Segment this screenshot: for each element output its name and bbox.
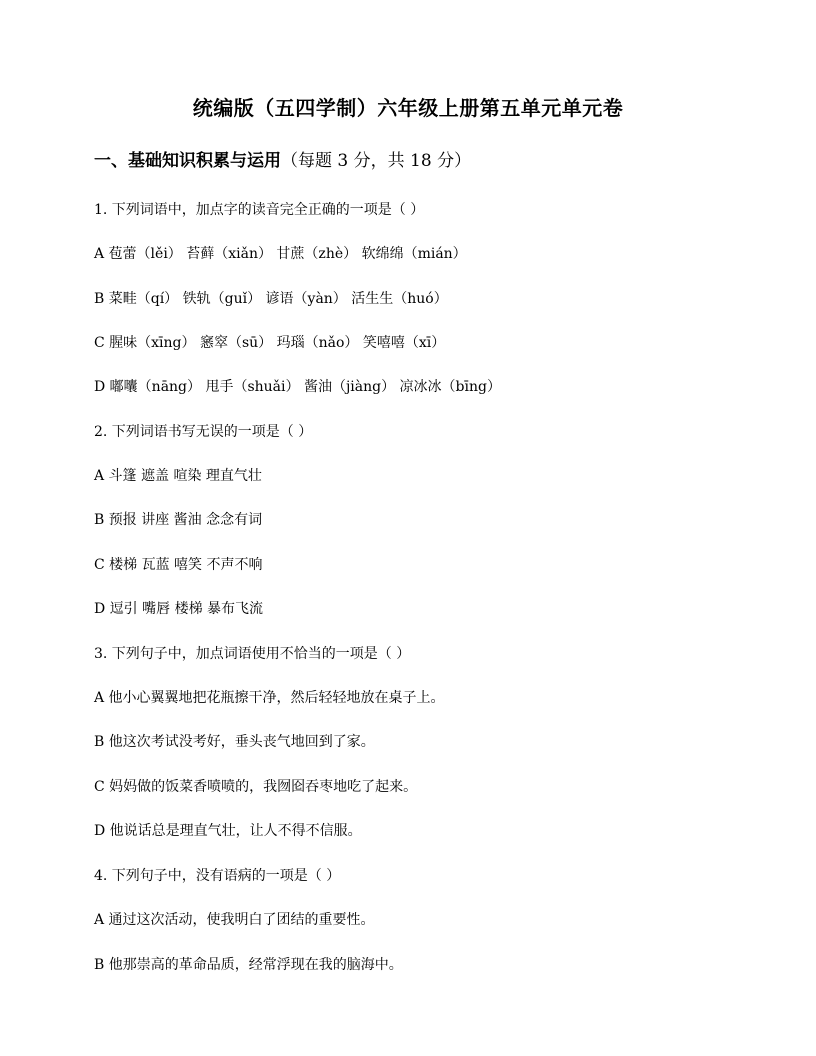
section-heading	[94, 148, 471, 174]
question-2-stem: 2. 下列词语书写无误的一项是（ ）	[94, 424, 313, 440]
question-3-stem: 3. 下列句子中，加点词语使用不恰当的一项是（ ）	[94, 646, 411, 662]
question-2-option-c: C 楼梯 瓦蓝 嘻笑 不声不响	[94, 557, 263, 573]
question-1-option-c: C 腥味（xīng） 窸窣（sū） 玛瑙（nǎo） 笑嘻嘻（xī）	[94, 335, 446, 351]
question-1-option-b: B 菜畦（qí） 铁轨（guǐ） 谚语（yàn） 活生生（huó）	[94, 291, 448, 307]
question-1-option-a: A 苞蕾（lěi） 苔藓（xiǎn） 甘蔗（zhè） 软绵绵（mián）	[94, 246, 467, 262]
question-1-stem: 1. 下列词语中，加点字的读音完全正确的一项是（ ）	[94, 202, 425, 218]
section-heading-text: 一、基础知识积累与运用	[94, 151, 281, 171]
question-1-option-d: D 嘟囔（nāng） 甩手（shuǎi） 酱油（jiàng） 凉冰冰（bīng）	[94, 379, 501, 395]
question-4-option-b: B 他那崇高的革命品质，经常浮现在我的脑海中。	[94, 957, 403, 973]
question-4-stem: 4. 下列句子中，没有语病的一项是（ ）	[94, 868, 341, 884]
question-3-option-a: A 他小心翼翼地把花瓶擦干净，然后轻轻地放在桌子上。	[94, 690, 445, 706]
question-3-option-c: C 妈妈做的饭菜香喷喷的，我囫囵吞枣地吃了起来。	[94, 779, 418, 795]
section-score-note: （每题 3 分，共 18 分）	[281, 151, 472, 171]
document-title: 统编版（五四学制）六年级上册第五单元单元卷	[192, 96, 624, 120]
question-2-option-b: B 预报 讲座 酱油 念念有词	[94, 512, 263, 528]
question-3-option-d: D 他说话总是理直气壮，让人不得不信服。	[94, 823, 362, 839]
question-2-option-a: A 斗篷 遮盖 喧染 理直气壮	[94, 468, 262, 484]
question-3-option-b: B 他这次考试没考好，垂头丧气地回到了家。	[94, 734, 375, 750]
question-4-option-a: A 通过这次活动，使我明白了团结的重要性。	[94, 912, 375, 928]
question-2-option-d: D 逗引 嘴唇 楼梯 暴布飞流	[94, 601, 264, 617]
